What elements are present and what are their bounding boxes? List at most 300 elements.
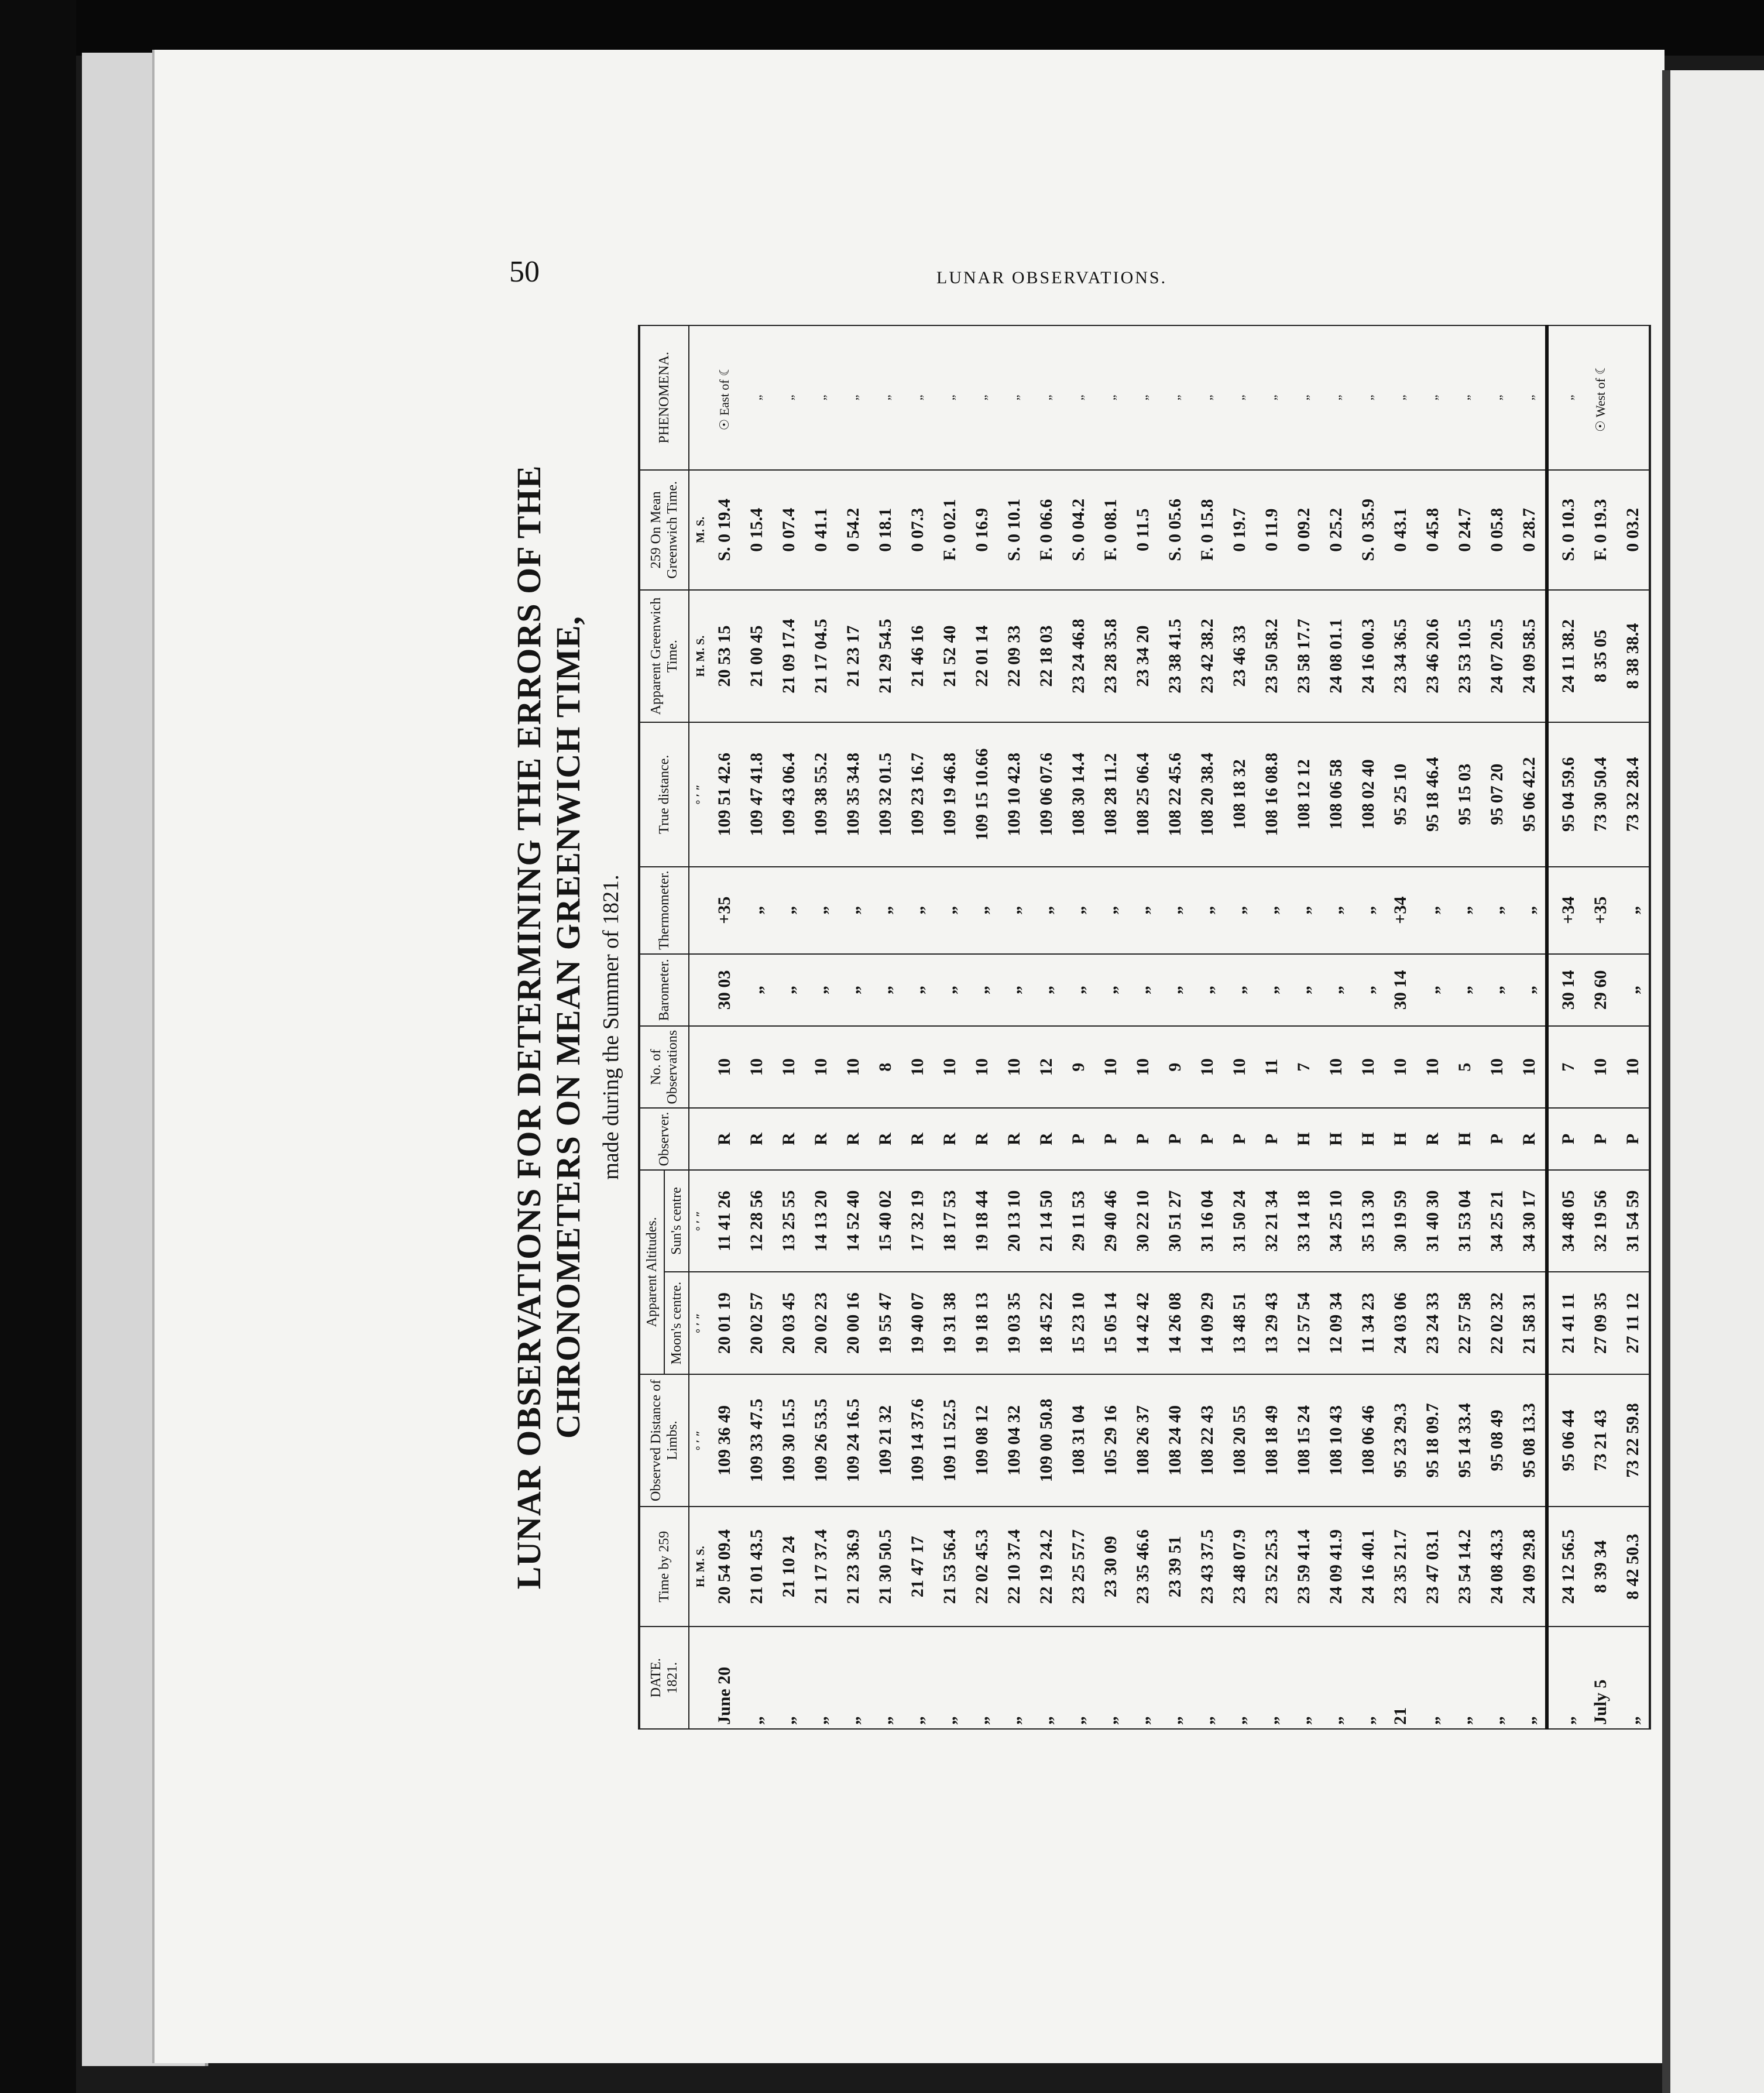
phenomena-cell: „ [966,325,998,470]
table-row [901,325,934,1729]
true-distance-cell: 109 47 41.8 [740,722,773,867]
phenomena-cell: „ [1481,325,1513,470]
chronometer-error-cell: 0 09.2 [1288,470,1320,590]
phenomena-cell: „ [837,325,869,470]
barometer-cell: „ [1030,954,1062,1026]
observed-distance-cell: 95 06 44 [1547,1374,1584,1507]
observed-distance-cell: 109 24 16.5 [837,1374,869,1507]
observations-count-cell: 9 [1062,1026,1094,1108]
sun-altitude-cell: 31 16 04 [1191,1170,1223,1272]
date-cell: „ [1352,1627,1384,1729]
thermometer-cell: „ [1127,867,1159,954]
date-cell: „ [1416,1627,1449,1729]
sun-altitude-cell: 30 22 10 [1127,1170,1159,1272]
sun-altitude-cell: 29 11 53 [1062,1170,1094,1272]
observed-distance-cell: 108 15 24 [1288,1374,1320,1507]
table-row [1352,325,1384,1729]
table-row [773,325,805,1729]
table-row [1288,325,1320,1729]
moon-altitude-cell: 19 18 13 [966,1272,998,1374]
table-row [1223,325,1255,1729]
phenomena-cell: „ [901,325,934,470]
barometer-cell: „ [1191,954,1223,1026]
table-row [1416,325,1449,1729]
time-cell: 22 10 37.4 [998,1507,1030,1627]
date-cell: „ [869,1627,901,1729]
phenomena-cell: „ [869,325,901,470]
moon-altitude-cell: 21 58 31 [1513,1272,1547,1374]
thermometer-cell: „ [966,867,998,954]
thermometer-cell: „ [1159,867,1191,954]
header-chronometer-259: 259 On Mean Greenwich Time. [639,470,689,590]
moon-altitude-cell: 15 05 14 [1094,1272,1127,1374]
observations-count-cell: 10 [1191,1026,1223,1108]
observer-cell: P [1094,1108,1127,1169]
scan-border-left [0,0,76,2093]
observer-cell: R [966,1108,998,1169]
thermometer-cell: „ [773,867,805,954]
table-row [998,325,1030,1729]
sun-altitude-cell: 30 51 27 [1159,1170,1191,1272]
moon-altitude-cell: 21 41 11 [1547,1272,1584,1374]
observer-cell: P [1127,1108,1159,1169]
moon-altitude-cell: 12 09 34 [1320,1272,1352,1374]
moon-altitude-cell: 27 09 35 [1584,1272,1617,1374]
thermometer-cell: „ [934,867,966,954]
time-cell: 22 19 24.2 [1030,1507,1062,1627]
date-cell: „ [1617,1627,1650,1729]
moon-altitude-cell: 20 00 16 [837,1272,869,1374]
thermometer-cell: „ [1223,867,1255,954]
unit-moon: ° ′ ″ [689,1272,708,1374]
table-row [805,325,837,1729]
time-cell: 23 25 57.7 [1062,1507,1094,1627]
sun-altitude-cell: 32 19 56 [1584,1170,1617,1272]
observations-count-cell: 10 [901,1026,934,1108]
chronometer-error-cell: 0 15.4 [740,470,773,590]
thermometer-cell: „ [1481,867,1513,954]
thermometer-cell: „ [1416,867,1449,954]
observed-distance-cell: 109 26 53.5 [805,1374,837,1507]
observer-cell: H [1449,1108,1481,1169]
sun-altitude-cell: 33 14 18 [1288,1170,1320,1272]
header-moons-centre: Moon's centre. [664,1272,689,1374]
chronometer-error-cell: F. 0 19.3 [1584,470,1617,590]
table-row [740,325,773,1729]
observed-distance-cell: 109 04 32 [998,1374,1030,1507]
observer-cell: P [1255,1108,1288,1169]
observer-cell: R [1513,1108,1547,1169]
time-cell: 23 30 09 [1094,1507,1127,1627]
moon-altitude-cell: 20 01 19 [708,1272,740,1374]
table-row [869,325,901,1729]
observer-cell: H [1288,1108,1320,1169]
observed-distance-cell: 109 36 49 [708,1374,740,1507]
date-cell: „ [1127,1627,1159,1729]
date-cell: July 5 [1584,1627,1617,1729]
table-body-july [1547,325,1650,1729]
observations-count-cell: 10 [1481,1026,1513,1108]
date-cell: „ [837,1627,869,1729]
observations-count-cell: 10 [837,1026,869,1108]
table-title-block [497,325,632,1730]
date-cell: „ [901,1627,934,1729]
sun-altitude-cell: 34 48 05 [1547,1170,1584,1272]
header-date: DATE. 1821. [639,1627,689,1729]
true-distance-cell: 109 51 42.6 [708,722,740,867]
sun-altitude-cell: 11 41 26 [708,1170,740,1272]
time-cell: 21 17 37.4 [805,1507,837,1627]
sun-altitude-cell: 34 30 17 [1513,1170,1547,1272]
observer-cell: P [1584,1108,1617,1169]
moon-altitude-cell: 27 11 12 [1617,1272,1650,1374]
thermometer-cell: „ [869,867,901,954]
true-distance-cell: 95 18 46.4 [1416,722,1449,867]
unit-observer [689,1108,708,1169]
thermometer-cell: +34 [1547,867,1584,954]
observed-distance-cell: 108 06 46 [1352,1374,1384,1507]
phenomena-cell: „ [998,325,1030,470]
chronometer-error-cell: S. 0 19.4 [708,470,740,590]
apparent-time-cell: 21 09 17.4 [773,590,805,722]
observer-cell: R [934,1108,966,1169]
thermometer-cell: +35 [1584,867,1617,954]
unit-thermometer [689,867,708,954]
observations-count-cell: 10 [740,1026,773,1108]
observer-cell: R [901,1108,934,1169]
chronometer-error-cell: 0 25.2 [1320,470,1352,590]
apparent-time-cell: 22 18 03 [1030,590,1062,722]
observations-table [638,325,1651,1730]
observations-count-cell: 10 [1513,1026,1547,1108]
chronometer-error-cell: 0 45.8 [1416,470,1449,590]
table-subtitle: made during the Summer of 1821. [599,874,623,1180]
observer-cell: P [1191,1108,1223,1169]
table-row [1449,325,1481,1729]
barometer-cell: 29 60 [1584,954,1617,1026]
phenomena-cell: „ [1288,325,1320,470]
apparent-time-cell: 23 34 36.5 [1384,590,1416,722]
observations-count-cell: 10 [708,1026,740,1108]
thermometer-cell: „ [1062,867,1094,954]
observations-count-cell: 10 [1223,1026,1255,1108]
moon-altitude-cell: 20 02 23 [805,1272,837,1374]
thermometer-cell: „ [1449,867,1481,954]
table-row [1159,325,1191,1729]
observer-cell: R [773,1108,805,1169]
chronometer-error-cell: F. 0 06.6 [1030,470,1062,590]
header-apparent-greenwich-time: Apparent Greenwich Time. [639,590,689,722]
chronometer-error-cell: 0 16.9 [966,470,998,590]
observed-distance-cell: 95 08 13.3 [1513,1374,1547,1507]
table-row [1320,325,1352,1729]
date-cell: „ [934,1627,966,1729]
apparent-time-cell: 21 46 16 [901,590,934,722]
time-cell: 21 01 43.5 [740,1507,773,1627]
barometer-cell: 30 03 [708,954,740,1026]
sun-altitude-cell: 20 13 10 [998,1170,1030,1272]
table-row [1191,325,1223,1729]
thermometer-cell: +34 [1384,867,1416,954]
chronometer-error-cell: 0 43.1 [1384,470,1416,590]
date-cell: „ [998,1627,1030,1729]
phenomena-cell: „ [1352,325,1384,470]
time-cell: 24 16 40.1 [1352,1507,1384,1627]
observer-cell: R [869,1108,901,1169]
thermometer-cell: „ [901,867,934,954]
barometer-cell: „ [998,954,1030,1026]
barometer-cell: „ [901,954,934,1026]
phenomena-cell: „ [1030,325,1062,470]
chronometer-error-cell: S. 0 35.9 [1352,470,1384,590]
unit-apparent-time: H. M. S. [689,590,708,722]
chronometer-error-cell: 0 07.4 [773,470,805,590]
phenomena-cell: ☉ West of ☾ [1584,325,1617,470]
true-distance-cell: 108 20 38.4 [1191,722,1223,867]
time-cell: 21 53 56.4 [934,1507,966,1627]
observed-distance-cell: 109 08 12 [966,1374,998,1507]
observed-distance-cell: 109 30 15.5 [773,1374,805,1507]
observations-count-cell: 10 [773,1026,805,1108]
true-distance-cell: 95 06 42.2 [1513,722,1547,867]
table-title: LUNAR OBSERVATIONS FOR DETERMINING THE ERRORS OF THE CHRONOMETERS ON MEAN GREENWICH TIME, [510,465,587,1590]
moon-altitude-cell: 20 03 45 [773,1272,805,1374]
observed-distance-cell: 109 14 37.6 [901,1374,934,1507]
moon-altitude-cell: 23 24 33 [1416,1272,1449,1374]
table-row [1062,325,1094,1729]
observations-count-cell: 10 [966,1026,998,1108]
chronometer-error-cell: 0 07.3 [901,470,934,590]
true-distance-cell: 109 35 34.8 [837,722,869,867]
chronometer-error-cell: 0 24.7 [1449,470,1481,590]
time-cell: 23 39 51 [1159,1507,1191,1627]
facing-page-edge [1662,70,1764,2093]
barometer-cell: „ [1352,954,1384,1026]
barometer-cell: „ [1481,954,1513,1026]
true-distance-cell: 95 04 59.6 [1547,722,1584,867]
time-cell: 20 54 09.4 [708,1507,740,1627]
chronometer-error-cell: S. 0 10.1 [998,470,1030,590]
header-observer: Observer. [639,1108,689,1169]
sun-altitude-cell: 31 40 30 [1416,1170,1449,1272]
barometer-cell: „ [1223,954,1255,1026]
unit-no [689,1026,708,1108]
sun-altitude-cell: 30 19 59 [1384,1170,1416,1272]
sun-altitude-cell: 19 18 44 [966,1170,998,1272]
moon-altitude-cell: 19 40 07 [901,1272,934,1374]
observed-distance-cell: 109 33 47.5 [740,1374,773,1507]
true-distance-cell: 109 23 16.7 [901,722,934,867]
observer-cell: R [837,1108,869,1169]
sun-altitude-cell: 29 40 46 [1094,1170,1127,1272]
date-cell: „ [740,1627,773,1729]
observations-count-cell: 10 [1320,1026,1352,1108]
date-cell: „ [1030,1627,1062,1729]
date-cell: „ [1481,1627,1513,1729]
thermometer-cell: „ [837,867,869,954]
apparent-time-cell: 23 24 46.8 [1062,590,1094,722]
phenomena-cell: „ [1449,325,1481,470]
true-distance-cell: 109 15 10.66 [966,722,998,867]
phenomena-cell: „ [1062,325,1094,470]
true-distance-cell: 108 12 12 [1288,722,1320,867]
date-cell: „ [1062,1627,1094,1729]
barometer-cell: „ [1255,954,1288,1026]
observed-distance-cell: 95 08 49 [1481,1374,1513,1507]
time-cell: 23 59 41.4 [1288,1507,1320,1627]
true-distance-cell: 108 22 45.6 [1159,722,1191,867]
barometer-cell: „ [837,954,869,1026]
moon-altitude-cell: 22 57 58 [1449,1272,1481,1374]
chronometer-error-cell: 0 05.8 [1481,470,1513,590]
chronometer-error-cell: 0 54.2 [837,470,869,590]
observer-cell: R [998,1108,1030,1169]
observer-cell: H [1384,1108,1416,1169]
moon-altitude-cell: 20 02 57 [740,1272,773,1374]
time-cell: 23 54 14.2 [1449,1507,1481,1627]
moon-altitude-cell: 19 31 38 [934,1272,966,1374]
date-cell: „ [773,1627,805,1729]
observed-distance-cell: 108 22 43 [1191,1374,1223,1507]
unit-observed-distance: ° ′ ″ [689,1374,708,1507]
header-row-1 [639,325,664,1729]
barometer-cell: „ [1127,954,1159,1026]
thermometer-cell: „ [1352,867,1384,954]
barometer-cell: 30 14 [1547,954,1584,1026]
date-cell: June 20 [708,1627,740,1729]
phenomena-cell: „ [1416,325,1449,470]
time-cell: 23 48 07.9 [1223,1507,1255,1627]
thermometer-cell: +35 [708,867,740,954]
time-cell: 22 02 45.3 [966,1507,998,1627]
apparent-time-cell: 23 50 58.2 [1255,590,1288,722]
true-distance-cell: 108 16 08.8 [1255,722,1288,867]
apparent-time-cell: 23 34 20 [1127,590,1159,722]
phenomena-cell: „ [1191,325,1223,470]
table-row [1127,325,1159,1729]
moon-altitude-cell: 19 55 47 [869,1272,901,1374]
observer-cell: R [740,1108,773,1169]
phenomena-cell: „ [773,325,805,470]
thermometer-cell: „ [1094,867,1127,954]
apparent-time-cell: 23 53 10.5 [1449,590,1481,722]
phenomena-cell: „ [1159,325,1191,470]
apparent-time-cell: 23 38 41.5 [1159,590,1191,722]
date-cell: „ [1255,1627,1288,1729]
true-distance-cell: 109 10 42.8 [998,722,1030,867]
table-body-june [689,325,1547,1729]
unit-chronometer: M. S. [689,470,708,590]
time-cell: 21 23 36.9 [837,1507,869,1627]
header-thermometer: Thermometer. [639,867,689,954]
apparent-time-cell: 24 08 01.1 [1320,590,1352,722]
observations-count-cell: 8 [869,1026,901,1108]
date-cell: 21 [1384,1627,1416,1729]
moon-altitude-cell: 18 45 22 [1030,1272,1062,1374]
header-no-observations: No. of Observations [639,1026,689,1108]
unit-true-distance: ° ′ ″ [689,722,708,867]
rotated-table-block [497,325,1642,1730]
chronometer-error-cell: 0 28.7 [1513,470,1547,590]
observations-count-cell: 5 [1449,1026,1481,1108]
apparent-time-cell: 23 28 35.8 [1094,590,1127,722]
barometer-cell: „ [773,954,805,1026]
observations-count-cell: 10 [1617,1026,1650,1108]
table-row [1617,325,1650,1729]
chronometer-error-cell: 0 11.5 [1127,470,1159,590]
phenomena-cell: „ [934,325,966,470]
running-head: LUNAR OBSERVATIONS. [936,268,1168,287]
true-distance-cell: 109 43 06.4 [773,722,805,867]
apparent-time-cell: 24 09 58.5 [1513,590,1547,722]
phenomena-cell [1617,325,1650,470]
time-cell: 8 42 50.3 [1617,1507,1650,1627]
table-row [1255,325,1288,1729]
date-cell: „ [1320,1627,1352,1729]
moon-altitude-cell: 19 03 35 [998,1272,1030,1374]
date-cell: „ [1191,1627,1223,1729]
table-row [1481,325,1513,1729]
apparent-time-cell: 24 11 38.2 [1547,590,1584,722]
observed-distance-cell: 95 23 29.3 [1384,1374,1416,1507]
time-cell: 24 09 29.8 [1513,1507,1547,1627]
chronometer-error-cell: F. 0 15.8 [1191,470,1223,590]
time-cell: 21 47 17 [901,1507,934,1627]
time-cell: 24 09 41.9 [1320,1507,1352,1627]
true-distance-cell: 108 06 58 [1320,722,1352,867]
barometer-cell: „ [934,954,966,1026]
date-cell: „ [1449,1627,1481,1729]
moon-altitude-cell: 14 09 29 [1191,1272,1223,1374]
sun-altitude-cell: 21 14 50 [1030,1170,1062,1272]
time-cell: 23 52 25.3 [1255,1507,1288,1627]
phenomena-cell: „ [1384,325,1416,470]
observations-count-cell: 10 [805,1026,837,1108]
true-distance-cell: 95 25 10 [1384,722,1416,867]
moon-altitude-cell: 13 48 51 [1223,1272,1255,1374]
true-distance-cell: 95 15 03 [1449,722,1481,867]
table-row [837,325,869,1729]
table-row [934,325,966,1729]
moon-altitude-cell: 11 34 23 [1352,1272,1384,1374]
chronometer-error-cell: F. 0 02.1 [934,470,966,590]
sun-altitude-cell: 12 28 56 [740,1170,773,1272]
observations-count-cell: 10 [1384,1026,1416,1108]
true-distance-cell: 109 32 01.5 [869,722,901,867]
sun-altitude-cell: 13 25 55 [773,1170,805,1272]
time-cell: 24 12 56.5 [1547,1507,1584,1627]
table-row [1094,325,1127,1729]
observed-distance-cell: 108 10 43 [1320,1374,1352,1507]
apparent-time-cell: 20 53 15 [708,590,740,722]
table-row [1030,325,1062,1729]
barometer-cell: „ [869,954,901,1026]
unit-barometer [689,954,708,1026]
phenomena-cell: ☉ East of ☾ [708,325,740,470]
moon-altitude-cell: 15 23 10 [1062,1272,1094,1374]
apparent-time-cell: 23 46 20.6 [1416,590,1449,722]
true-distance-cell: 109 38 55.2 [805,722,837,867]
true-distance-cell: 109 06 07.6 [1030,722,1062,867]
moon-altitude-cell: 12 57 54 [1288,1272,1320,1374]
header-time-by-259: Time by 259 [639,1507,689,1627]
unit-time: H. M. S. [689,1507,708,1627]
apparent-time-cell: 8 35 05 [1584,590,1617,722]
thermometer-cell: „ [998,867,1030,954]
date-cell: „ [1159,1627,1191,1729]
observed-distance-cell: 73 21 43 [1584,1374,1617,1507]
true-distance-cell: 108 28 11.2 [1094,722,1127,867]
